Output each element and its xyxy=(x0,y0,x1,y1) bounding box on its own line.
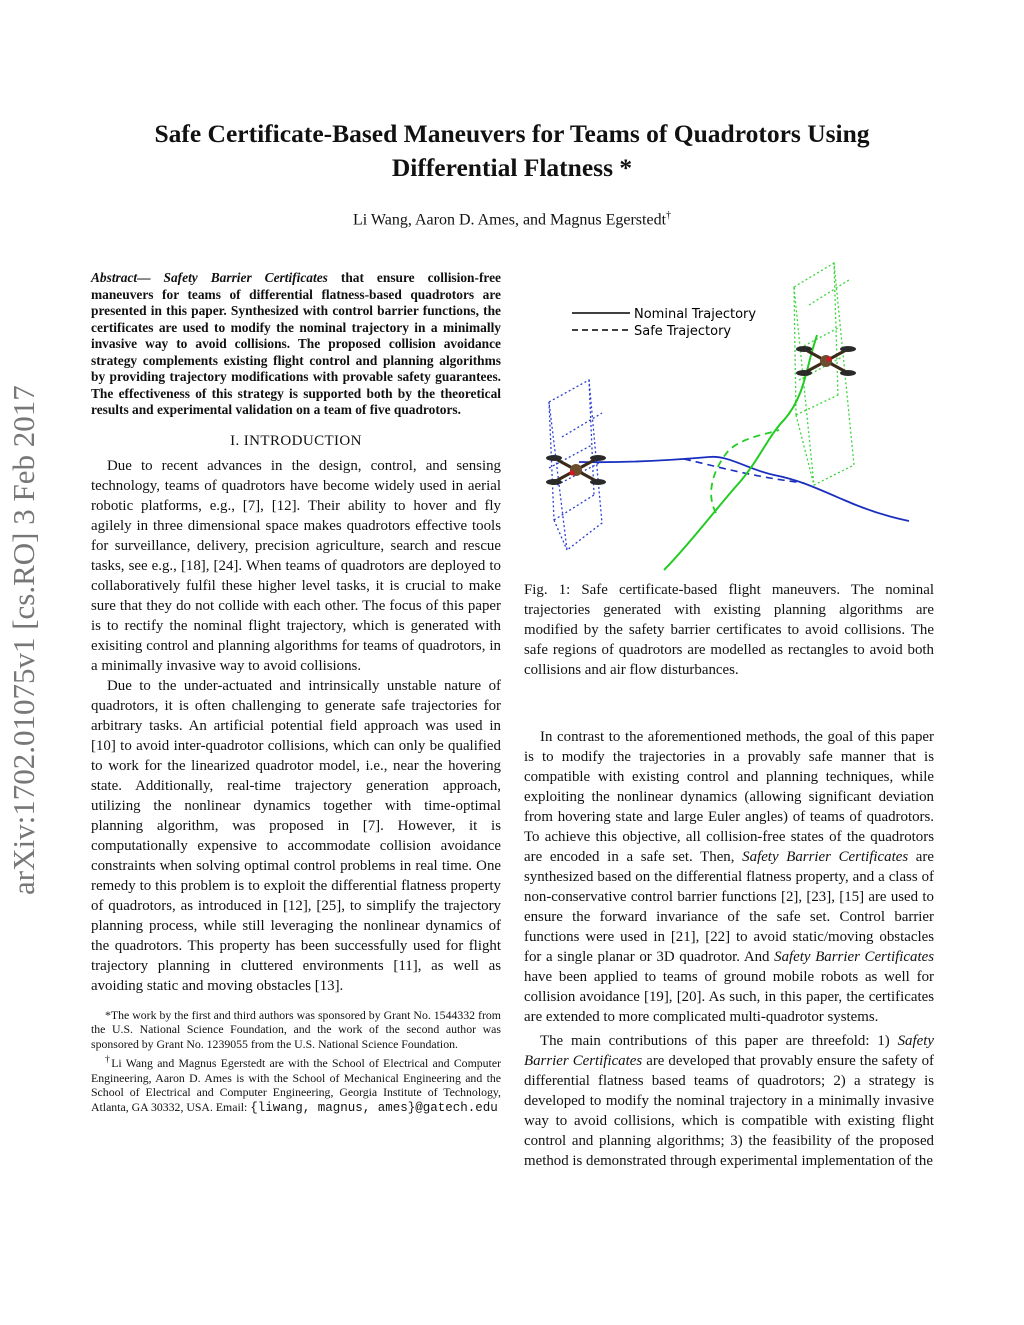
affil-text: Li Wang and Magnus Egerstedt are with the School of Electrical and Computer Engineering, Aaron D. Ames is with the School of Mechanical Engineering and the School of Electrical and Computer Engineering, Georgia Institute of Technology, Atlanta, GA 30332, USA. Email: xyxy=(91,1056,502,1114)
legend-safe-label: Safe Trajectory xyxy=(634,324,732,339)
body-paragraph xyxy=(524,1031,934,1171)
email-address: {liwang, magnus, ames}@gatech.edu xyxy=(250,1100,498,1115)
affil-mark: † xyxy=(105,1054,112,1066)
abstract xyxy=(91,270,501,419)
body-paragraph xyxy=(524,727,934,1027)
p2-sbc: Safety Barrier Certificates xyxy=(524,1033,934,1069)
blue-safe-trajectory xyxy=(684,459,804,483)
blue-nominal-trajectory xyxy=(579,457,909,521)
green-safe-trajectory xyxy=(711,430,779,513)
footnotes xyxy=(91,1008,501,1116)
section-heading: I. INTRODUCTION xyxy=(230,432,362,449)
left-column xyxy=(91,270,501,1118)
abstract-dash: — xyxy=(137,270,151,285)
abstract-text: that ensure collision-free maneuvers for teams of differential flatness-based quadrotors are presented in this paper. Synthesized with control barrier functions, the certificates are used to modify the nominal trajectory in a minimally invasive way to avoid collisions. The proposed collision avoidance strategy complements existing flight control and planning algorithms by providing trajectory modifications with provable safety guarantees. The effectiveness of this strategy is supported both by the theoretical results and experimental validation on a team of five quadrotors. xyxy=(91,270,501,417)
p1-text-b: are synthesized based on the differential flatness property, and a class of non-conservative control barrier functions [2], [23], [15] are used to ensure the forward invariance of the safe set. Control barrier functions were used in [21], [22] to avoid static/moving obstacles for a single planar or 3D quadrotor. And xyxy=(524,849,934,965)
p1-text-c: have been applied to teams of ground mobile robots as well for collision avoidance [19], [20]. As such, in this paper, the certificates are extended to more complicated multi-quadrotor systems. xyxy=(524,969,934,1025)
figure-caption: Fig. 1: Safe certificate-based flight maneuvers. The nominal trajectories generated with existing planning algorithms are modified by the safety barrier certificates to avoid collisions. The safe regions of quadrotors are modelled as rectangles to avoid both collisions and air flow disturbances. xyxy=(524,582,934,678)
intro-paragraph: Due to the under-actuated and intrinsically unstable nature of quadrotors, it is often challenging to generate safe trajectories for arbitrary tasks. An artificial potential field approach was used in [10] to avoid inter-quadrotor collisions, which can only be qualified to work for the linearized quadrotor model, i.e., near the hovering state. Additionally, real-time trajectory generation approach, utilizing the nonlinear dynamics together with time-optimal planning algorithm, was proposed in [7]. However, it is computationally expensive to accommodate collision avoidance constraints when solving optimal control problems in real time. One remedy to this problem is to exploit the differential flatness property of quadrotors, as introduced in [12], [25], to simplify the trajectory planning process, while still leveraging the nonlinear dynamics of the quadrotors. This property has been successfully used for flight trajectory planning in cluttered environments [11], as well as avoiding static and moving obstacles [13]. xyxy=(91,677,501,994)
p1-text-a: In contrast to the aforementioned methods, the goal of this paper is to modify the trajectories in a provably safe manner that is compatible with existing control and planning techniques, while exploiting the nonlinear dynamics (allowing significant deviation from hovering state and large Euler angles) of teams of quadrotors. To achieve this objective, all collision-free states of the quadrotors are encoded in a safe set. Then, xyxy=(524,729,934,865)
p2-text-a: The main contributions of this paper are threefold: 1) xyxy=(540,1033,898,1049)
green-nominal-trajectory xyxy=(664,335,817,570)
author-footnote-mark: † xyxy=(666,210,672,221)
right-column xyxy=(524,727,934,1171)
footnote-grant: *The work by the first and third authors was sponsored by Grant No. 1544332 from the U.S. National Science Foundation, and the work of the second author was sponsored by Grant No. 1239055 from the U.S. National Science Foundation. xyxy=(91,1007,501,1051)
quadrotor-right-icon xyxy=(796,346,856,376)
footnote-affiliation xyxy=(91,1053,501,1115)
author-names: Li Wang, Aaron D. Ames, and Magnus Egerstedt xyxy=(352,211,667,229)
p1-sbc-1: Safety Barrier Certificates xyxy=(742,849,909,865)
abstract-lead: Abstract xyxy=(91,270,138,285)
p2-text-b: are developed that provably ensure the safety of differential flatness based teams of quadrotors; 2) a strategy is developed to modify the nominal trajectory in a minimally invasive way to avoid collisions, which is compatible with existing flight control and planning algorithms; 3) the feasibility of the proposed method is demonstrated through experimental implementation of the xyxy=(524,1053,934,1169)
arxiv-stamp: arXiv:1702.01075v1 [cs.RO] 3 Feb 2017 xyxy=(6,385,41,895)
legend-nominal-label: Nominal Trajectory xyxy=(634,307,757,322)
author-list xyxy=(100,210,924,229)
abstract-sbc: Safety Barrier Certificates xyxy=(150,270,328,285)
paper-title: Safe Certificate-Based Maneuvers for Teams of Quadrotors Using Differential Flatness * xyxy=(154,119,870,182)
p1-sbc-2: Safety Barrier Certificates xyxy=(774,949,934,965)
intro-paragraph: Due to recent advances in the design, control, and sensing technology, teams of quadrotors have become widely used in aerial robotic platforms, e.g., [7], [12]. Their ability to hover and fly agilely in three dimensional space makes quadrotors effective tools for surveillance, delivery, precision agriculture, search and rescue tasks, see e.g., [18], [24]. When teams of quadrotors are deployed to collaboratively fulfil these higher level tasks, it is crucial to make sure that they do not collide with each other. The focus of this paper is to rectify the nominal flight trajectory, which is generated with exisiting control and planning algorithms for teams of quadrotors, in a minimally invasive way to avoid collisions. xyxy=(91,457,501,674)
figure-1 xyxy=(524,255,936,577)
